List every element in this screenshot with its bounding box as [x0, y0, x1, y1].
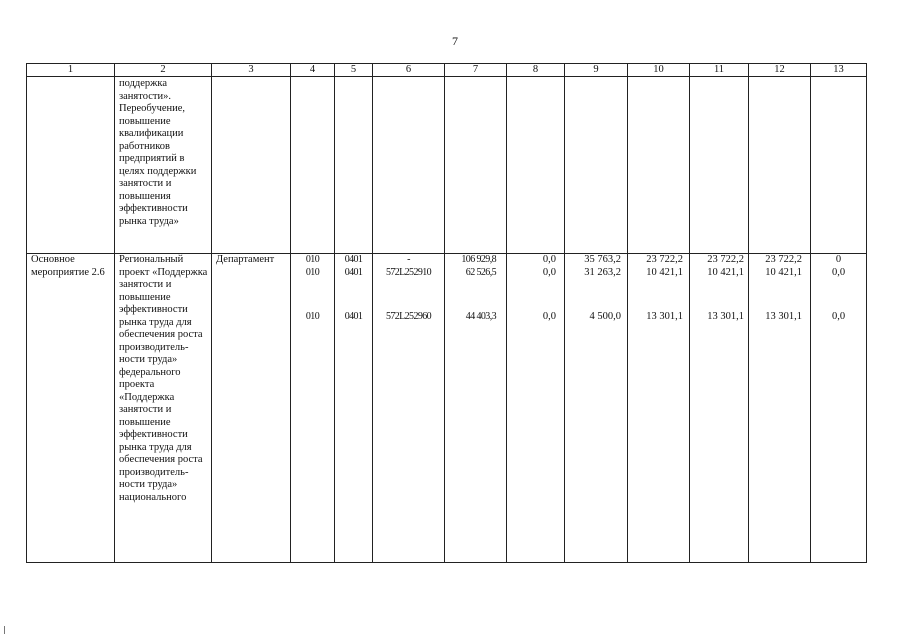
event-title: Основное мероприятие 2.6: [31, 254, 105, 278]
value-c13: 0,0: [831, 311, 846, 322]
value-c8: 0,0: [542, 267, 556, 278]
column-header: 11: [690, 64, 749, 77]
value-c5: 0401: [344, 311, 363, 322]
value-c10: 13 301,1: [646, 311, 683, 322]
responsible-department: Департамент: [216, 254, 275, 265]
value-c13: 0: [835, 254, 842, 265]
value-c6: 572L252960: [385, 311, 432, 322]
value-c5: 0401: [344, 267, 363, 278]
column-header: 2: [115, 64, 212, 77]
value-c10: 23 722,2: [646, 254, 683, 265]
value-c6: 572L252910: [385, 267, 432, 278]
column-header: 1: [27, 64, 115, 77]
column-header: 13: [811, 64, 867, 77]
value-c8: 0,0: [542, 254, 556, 265]
column-header: 4: [291, 64, 335, 77]
column-header: 5: [335, 64, 373, 77]
value-c7: 44 403,3: [465, 311, 496, 322]
value-c11: 23 722,2: [707, 254, 744, 265]
continued-description: поддержка занятости». Переобучение, повышение квалификации работников предприятий в целях поддержки занятости и повышения эффективности рынка труда»: [119, 78, 197, 227]
value-c12: 23 722,2: [765, 254, 802, 265]
scan-mark: [4, 626, 8, 634]
value-c12: 10 421,1: [765, 267, 802, 278]
column-header: 7: [445, 64, 507, 77]
column-header: 9: [565, 64, 628, 77]
value-c7: 62 526,5: [465, 267, 496, 278]
value-c8: 0,0: [542, 311, 556, 322]
value-c6: -: [407, 254, 410, 265]
value-c11: 10 421,1: [707, 267, 744, 278]
value-c7: 106 929,8: [461, 254, 496, 265]
value-c11: 13 301,1: [707, 311, 744, 322]
table-row-main-event: [27, 254, 867, 563]
column-header: 8: [507, 64, 565, 77]
column-header: 10: [628, 64, 690, 77]
event-description: Региональный проект «Поддержка занятости и повышение эффективности рынка труда для обеспечения роста производитель-ности труда» федерального проекта «Поддержка занятости и повышение эффективности рынка труда для обеспечения роста производитель-ности труда» национального: [119, 254, 208, 503]
value-c13: 0,0: [831, 267, 846, 278]
value-c12: 13 301,1: [765, 311, 802, 322]
table-row-continuation: [27, 77, 867, 254]
value-c9: 35 763,2: [584, 254, 621, 265]
budget-table: [26, 63, 867, 563]
value-c4: 010: [305, 254, 320, 265]
value-c5: 0401: [344, 254, 363, 265]
table-header-row: [27, 64, 867, 77]
column-header: 12: [749, 64, 811, 77]
column-header: 6: [373, 64, 445, 77]
value-c10: 10 421,1: [646, 267, 683, 278]
column-header: 3: [212, 64, 291, 77]
page-number: 7: [452, 34, 458, 48]
value-c9: 4 500,0: [589, 311, 621, 322]
value-c4: 010: [305, 267, 320, 278]
value-c4: 010: [305, 311, 320, 322]
value-c9: 31 263,2: [584, 267, 621, 278]
